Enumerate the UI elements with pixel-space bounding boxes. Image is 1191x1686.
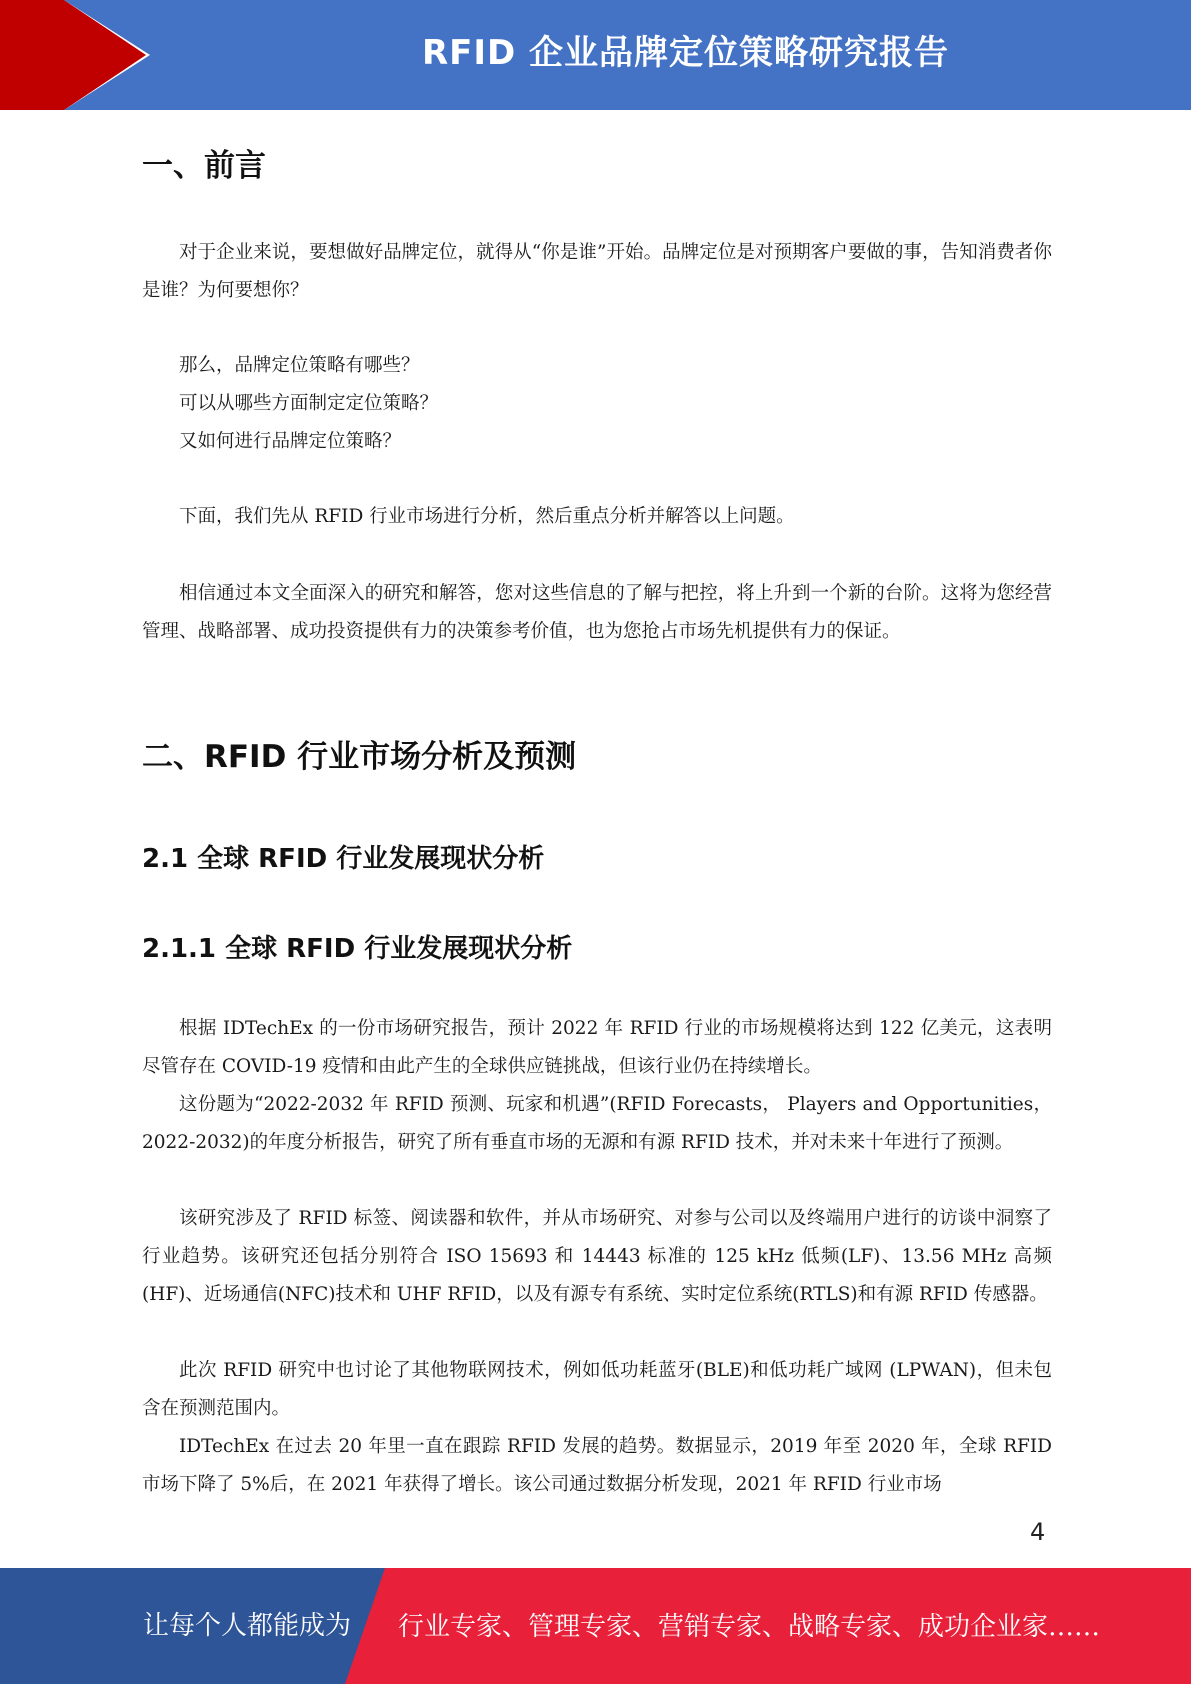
heading-global-status: 2.1 全球 RFID 行业发展现状分析 (142, 844, 545, 874)
paragraph-body-1: 根据 IDTechEx 的一份市场研究报告，预计 2022 年 RFID 行业的市场规模将达到 122 亿美元，这表明尽管存在 COVID-19 疫情和由此产生的全球供应链挑战，但该行业仍在持续增长。 (142, 1018, 1052, 1077)
paragraph-preface-2: 下面，我们先从 RFID 行业市场进行分析，然后重点分析并解答以上问题。 (179, 506, 795, 527)
header-title: RFID 企业品牌定位策略研究报告 (421, 33, 950, 73)
paragraph-body-2: 这份题为“2022-2032 年 RFID 预测、玩家和机遇”(RFID Forecasts， Players and Opportunities， 2022-2032)的年度分析报告，研究了所有垂直市场的无源和有源 RFID 技术，并对未来十年进行了预测。 (142, 1094, 1052, 1153)
heading-preface: 一、前言 (142, 148, 266, 184)
paragraph-question-1: 那么，品牌定位策略有哪些？ (179, 355, 420, 376)
footer-slogan-right: 行业专家、管理专家、营销专家、战略专家、成功企业家…… (398, 1612, 1101, 1642)
paragraph-question-3: 又如何进行品牌定位策略？ (179, 431, 402, 452)
page-number: 4 (1030, 1518, 1046, 1546)
footer-slogan-left: 让每个人都能成为 (143, 1611, 352, 1641)
page-header (0, 0, 1191, 110)
page-footer (0, 1568, 1191, 1684)
heading-market-analysis: 二、RFID 行业市场分析及预测 (142, 739, 577, 775)
paragraph-preface-1: 对于企业来说，要想做好品牌定位，就得从“你是谁”开始。品牌定位是对预期客户要做的事，告知消费者你是谁？为何要想你？ (142, 242, 1052, 301)
paragraph-preface-3: 相信通过本文全面深入的研究和解答，您对这些信息的了解与把控，将上升到一个新的台阶。这将为您经营管理、战略部署、成功投资提供有力的决策参考价值，也为您抢占市场先机提供有力的保证。 (142, 583, 1052, 642)
paragraph-body-3: 该研究涉及了 RFID 标签、阅读器和软件，并从市场研究、对参与公司以及终端用户进行的访谈中洞察了行业趋势。该研究还包括分别符合 ISO 15693 和 14443 标准的 125 kHz 低频(LF)、13.56 MHz 高频(HF)、近场通信(NFC)技术和 UHF RFID，以及有源专有系统、实时定位系统(RTLS)和有源 RFID 传感器。 (142, 1208, 1052, 1305)
paragraph-question-2: 可以从哪些方面制定定位策略？ (179, 393, 439, 414)
paragraph-body-5: IDTechEx 在过去 20 年里一直在跟踪 RFID 发展的趋势。数据显示，2019 年至 2020 年，全球 RFID 市场下降了 5%后，在 2021 年获得了增长。该公司通过数据分析发现，2021 年 RFID 行业市场 (142, 1436, 1052, 1495)
paragraph-body-4: 此次 RFID 研究中也讨论了其他物联网技术，例如低功耗蓝牙(BLE)和低功耗广域网 (LPWAN)，但未包含在预测范围内。 (142, 1360, 1052, 1419)
heading-global-status-sub: 2.1.1 全球 RFID 行业发展现状分析 (142, 934, 573, 964)
